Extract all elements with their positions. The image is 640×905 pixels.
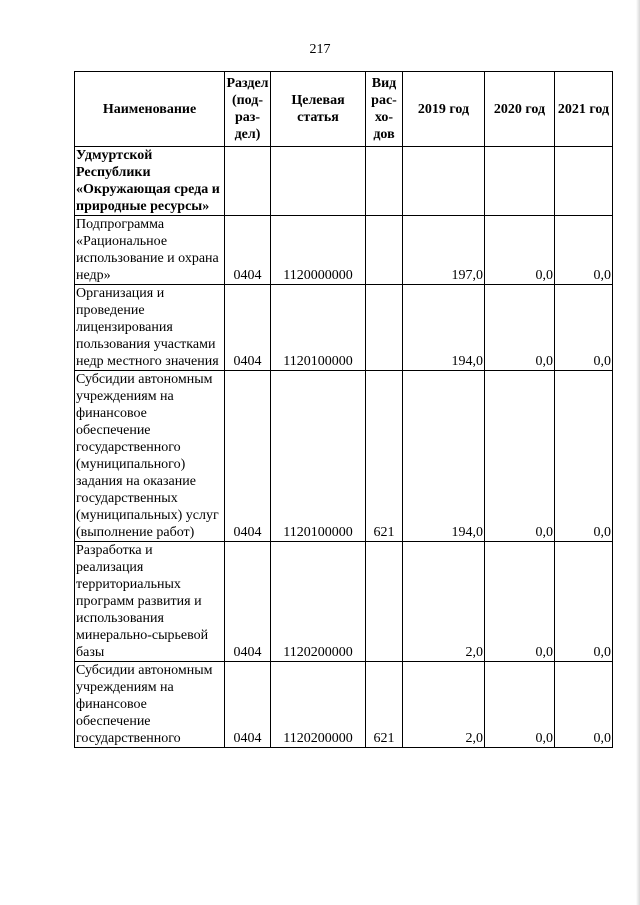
header-name: Наименование: [75, 72, 225, 147]
cell-y2020: 0,0: [485, 662, 555, 748]
header-2021: 2021 год: [555, 72, 613, 147]
table-row: [75, 147, 613, 216]
table-row: [75, 216, 613, 285]
cell-y2021: 0,0: [555, 371, 613, 542]
cell-y2021: 0,0: [555, 216, 613, 285]
cell-section: 0404: [225, 285, 271, 371]
header-2019: 2019 год: [403, 72, 485, 147]
cell-target: 1120200000: [271, 662, 366, 748]
table-row: [75, 285, 613, 371]
cell-target: [271, 147, 366, 216]
cell-expense: [366, 216, 403, 285]
cell-y2019: 2,0: [403, 662, 485, 748]
cell-target: 1120200000: [271, 542, 366, 662]
cell-y2019: [403, 147, 485, 216]
cell-expense: [366, 285, 403, 371]
cell-target: 1120100000: [271, 285, 366, 371]
cell-name: Организация и проведение лицензирования пользования участками недр местного значения: [75, 285, 225, 371]
cell-y2021: [555, 147, 613, 216]
cell-expense: 621: [366, 662, 403, 748]
cell-y2020: 0,0: [485, 285, 555, 371]
cell-section: 0404: [225, 662, 271, 748]
cell-expense: [366, 147, 403, 216]
page-number: 217: [309, 42, 331, 57]
cell-y2021: 0,0: [555, 285, 613, 371]
cell-y2019: 2,0: [403, 542, 485, 662]
cell-y2019: 194,0: [403, 285, 485, 371]
cell-y2021: 0,0: [555, 542, 613, 662]
cell-expense: [366, 542, 403, 662]
cell-y2020: [485, 147, 555, 216]
cell-name: Удмуртской Республики «Окружающая среда и природные ресурсы»: [75, 147, 225, 216]
cell-section: 0404: [225, 542, 271, 662]
cell-name: Субсидии автономным учреждениям на финансовое обеспечение государственного (муниципального) задания на оказание государственных (муниципальных) услуг (выполнение работ): [75, 371, 225, 542]
header-target: Целевая статья: [271, 72, 366, 147]
cell-name: Подпрограмма «Рациональное использование и охрана недр»: [75, 216, 225, 285]
cell-section: 0404: [225, 371, 271, 542]
header-section: Раздел (под-раз-дел): [225, 72, 271, 147]
cell-y2020: 0,0: [485, 542, 555, 662]
cell-y2020: 0,0: [485, 216, 555, 285]
header-expense: Вид рас-хо-дов: [366, 72, 403, 147]
table-row: [75, 371, 613, 542]
cell-section: [225, 147, 271, 216]
budget-table: [74, 71, 613, 748]
cell-name: Субсидии автономным учреждениям на финансовое обеспечение государственного: [75, 662, 225, 748]
cell-y2021: 0,0: [555, 662, 613, 748]
cell-y2019: 197,0: [403, 216, 485, 285]
cell-name: Разработка и реализация территориальных программ развития и использования минерально-сырьевой базы: [75, 542, 225, 662]
header-2020: 2020 год: [485, 72, 555, 147]
table-row: [75, 662, 613, 748]
cell-y2019: 194,0: [403, 371, 485, 542]
scan-edge-shadow: [636, 0, 640, 905]
table-header-row: [75, 72, 613, 147]
cell-y2020: 0,0: [485, 371, 555, 542]
cell-expense: 621: [366, 371, 403, 542]
cell-target: 1120000000: [271, 216, 366, 285]
cell-section: 0404: [225, 216, 271, 285]
table-row: [75, 542, 613, 662]
cell-target: 1120100000: [271, 371, 366, 542]
